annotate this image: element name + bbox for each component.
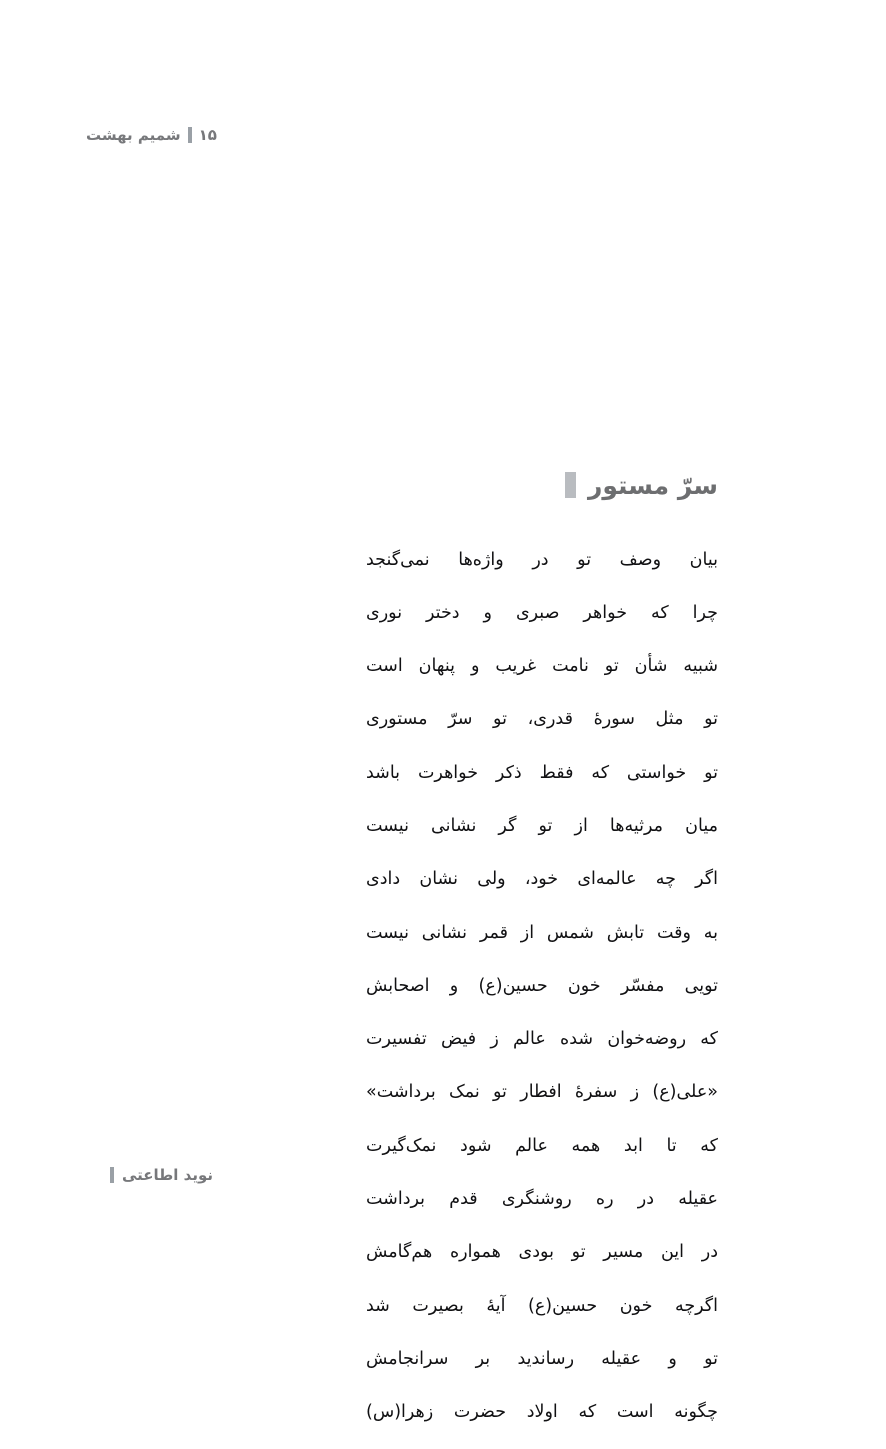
poem-line: «علی(ع) ز سفرهٔ افطار تو نمک برداشت» [366, 1082, 718, 1103]
running-footer [110, 1166, 213, 1184]
poem-line: تو مثل سورهٔ قدری، تو سرّ مستوری [366, 709, 718, 730]
poem-line: میان مرثیه‌ها از تو گر نشانی نیست [366, 815, 718, 836]
poem-line: چگونه است که اولاد حضرت زهرا(س) [366, 1402, 718, 1423]
poem-line: تویی مفسّر خون حسین(ع) و اصحابش [366, 975, 718, 996]
vertical-rule-icon [188, 127, 192, 143]
poem-title: سرّ مستور [587, 470, 718, 500]
poem-line: بیان وصف تو در واژه‌ها نمی‌گنجد [366, 549, 718, 570]
running-header-book-title: شمیم بهشت [86, 126, 181, 144]
poem-body [366, 525, 718, 1449]
poem-line: تو و عقیله رساندید بر سرانجامش [366, 1348, 718, 1369]
poem-line: تو خواستی که فقط ذکر خواهرت باشد [366, 762, 718, 783]
page-folio-number: ۱۵ [198, 126, 217, 144]
poem-line: در این مسیر تو بودی همواره هم‌گامش [366, 1242, 718, 1263]
poem-line: چرا که خواهر صبری و دختر نوری [366, 602, 718, 623]
poem-heading [565, 452, 718, 519]
poem-line: شبیه شأن تو نامت غریب و پنهان است [366, 656, 718, 677]
vertical-rule-icon [110, 1167, 114, 1183]
poem-line: عقیله در ره روشنگری قدم برداشت [366, 1189, 718, 1210]
poem-line: که روضه‌خوان شده عالم ز فیض تفسیرت [366, 1029, 718, 1050]
running-footer-author-name: نوید اطاعتی [122, 1166, 214, 1184]
poem-line: به وقت تابش شمس از قمر نشانی نیست [366, 922, 718, 943]
poem-line: اگرچه خون حسین(ع) آیهٔ بصیرت شد [366, 1295, 718, 1316]
poem-line: اگر چه عالمه‌ای خود، ولی نشان دادی [366, 869, 718, 890]
poem-line: که تا ابد همه عالم شود نمک‌گیرت [366, 1135, 718, 1156]
running-header [86, 126, 217, 144]
square-bullet-icon [565, 472, 576, 498]
